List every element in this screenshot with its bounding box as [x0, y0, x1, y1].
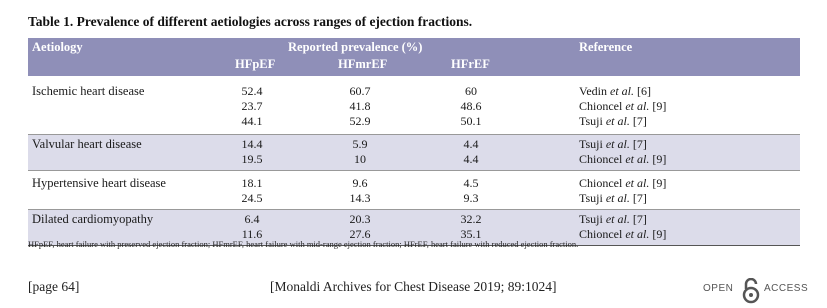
table-row — [28, 212, 800, 227]
group-ischemic — [28, 84, 800, 134]
open-access-text-open: OPEN — [703, 283, 734, 294]
hfpef-value: 19.5 — [241, 152, 263, 166]
hfpef-value: 6.4 — [244, 212, 260, 226]
aetiology-name: Ischemic heart disease — [32, 84, 145, 98]
header-hfpef: HFpEF — [235, 57, 276, 71]
hfpef-value: 18.1 — [241, 176, 263, 190]
hfref-value: 4.4 — [463, 137, 479, 151]
hfref-value: 50.1 — [460, 114, 482, 128]
group-valvular — [28, 134, 800, 170]
aetiology-name: Hypertensive heart disease — [32, 176, 166, 190]
journal-citation: [Monaldi Archives for Chest Disease 2019; 89:1024] — [270, 279, 557, 294]
hfpef-value: 11.6 — [241, 227, 263, 241]
open-lock-icon — [741, 278, 761, 304]
prevalence-table — [28, 38, 800, 246]
hfref-value: 35.1 — [460, 227, 482, 241]
hfpef-value: 52.4 — [241, 84, 263, 98]
hfmref-value: 60.7 — [349, 84, 371, 98]
header-aetiology: Aetiology — [32, 40, 83, 54]
aetiology-name: Valvular heart disease — [32, 137, 142, 151]
reference-cell: Tsuji et al. [7] — [579, 114, 647, 128]
header-reference: Reference — [579, 40, 633, 54]
hfref-value: 32.2 — [460, 212, 482, 226]
header-hfmref: HFmrEF — [338, 57, 388, 71]
header-reported-prevalence: Reported prevalence (%) — [288, 40, 423, 54]
reference-cell: Tsuji et al. [7] — [579, 212, 647, 226]
hfref-value: 48.6 — [460, 99, 482, 113]
open-access-logo — [703, 278, 809, 302]
reference-cell: Tsuji et al. [7] — [579, 137, 647, 151]
hfmref-value: 20.3 — [349, 212, 371, 226]
table-row — [28, 137, 800, 152]
reference-cell: Chioncel et al. [9] — [579, 152, 667, 166]
header-hfref: HFrEF — [451, 57, 490, 71]
hfmref-value: 10 — [354, 152, 366, 166]
table-row — [28, 176, 800, 191]
hfref-value: 4.4 — [463, 152, 479, 166]
hfmref-value: 5.9 — [352, 137, 368, 151]
aetiology-name: Dilated cardiomyopathy — [32, 212, 154, 226]
table-row — [28, 84, 800, 99]
hfmref-value: 9.6 — [352, 176, 368, 190]
hfpef-value: 24.5 — [241, 191, 263, 205]
hfmref-value: 14.3 — [349, 191, 371, 205]
hfmref-value: 41.8 — [349, 99, 371, 113]
table-row — [28, 114, 800, 129]
table-row — [28, 99, 800, 114]
table-row — [28, 191, 800, 206]
reference-cell: Chioncel et al. [9] — [579, 227, 667, 241]
reference-cell: Chioncel et al. [9] — [579, 99, 667, 113]
open-access-text-access: ACCESS — [764, 283, 809, 294]
hfmref-value: 52.9 — [349, 114, 371, 128]
hfref-value: 60 — [465, 84, 477, 98]
reference-cell: Vedin et al. [6] — [579, 84, 651, 98]
table-footnote: HFpEF, heart failure with preserved ejection fraction; HFmrEF, heart failure with mid-range ejection fraction; HFrEF, heart failure with reduced ejection fraction. — [28, 239, 579, 249]
hfpef-value: 14.4 — [241, 137, 263, 151]
hfmref-value: 27.6 — [349, 227, 371, 241]
reference-cell: Tsuji et al. [7] — [579, 191, 647, 205]
table-caption: Table 1. Prevalence of different aetiologies across ranges of ejection fractions. — [28, 14, 473, 29]
reference-cell: Chioncel et al. [9] — [579, 176, 667, 190]
page-number: [page 64] — [28, 279, 80, 294]
table-row — [28, 152, 800, 167]
hfpef-value: 44.1 — [241, 114, 263, 128]
hfpef-value: 23.7 — [241, 99, 263, 113]
hfref-value: 9.3 — [463, 191, 479, 205]
hfref-value: 4.5 — [463, 176, 479, 190]
group-hypertensive — [28, 170, 800, 209]
table-header — [28, 38, 800, 76]
